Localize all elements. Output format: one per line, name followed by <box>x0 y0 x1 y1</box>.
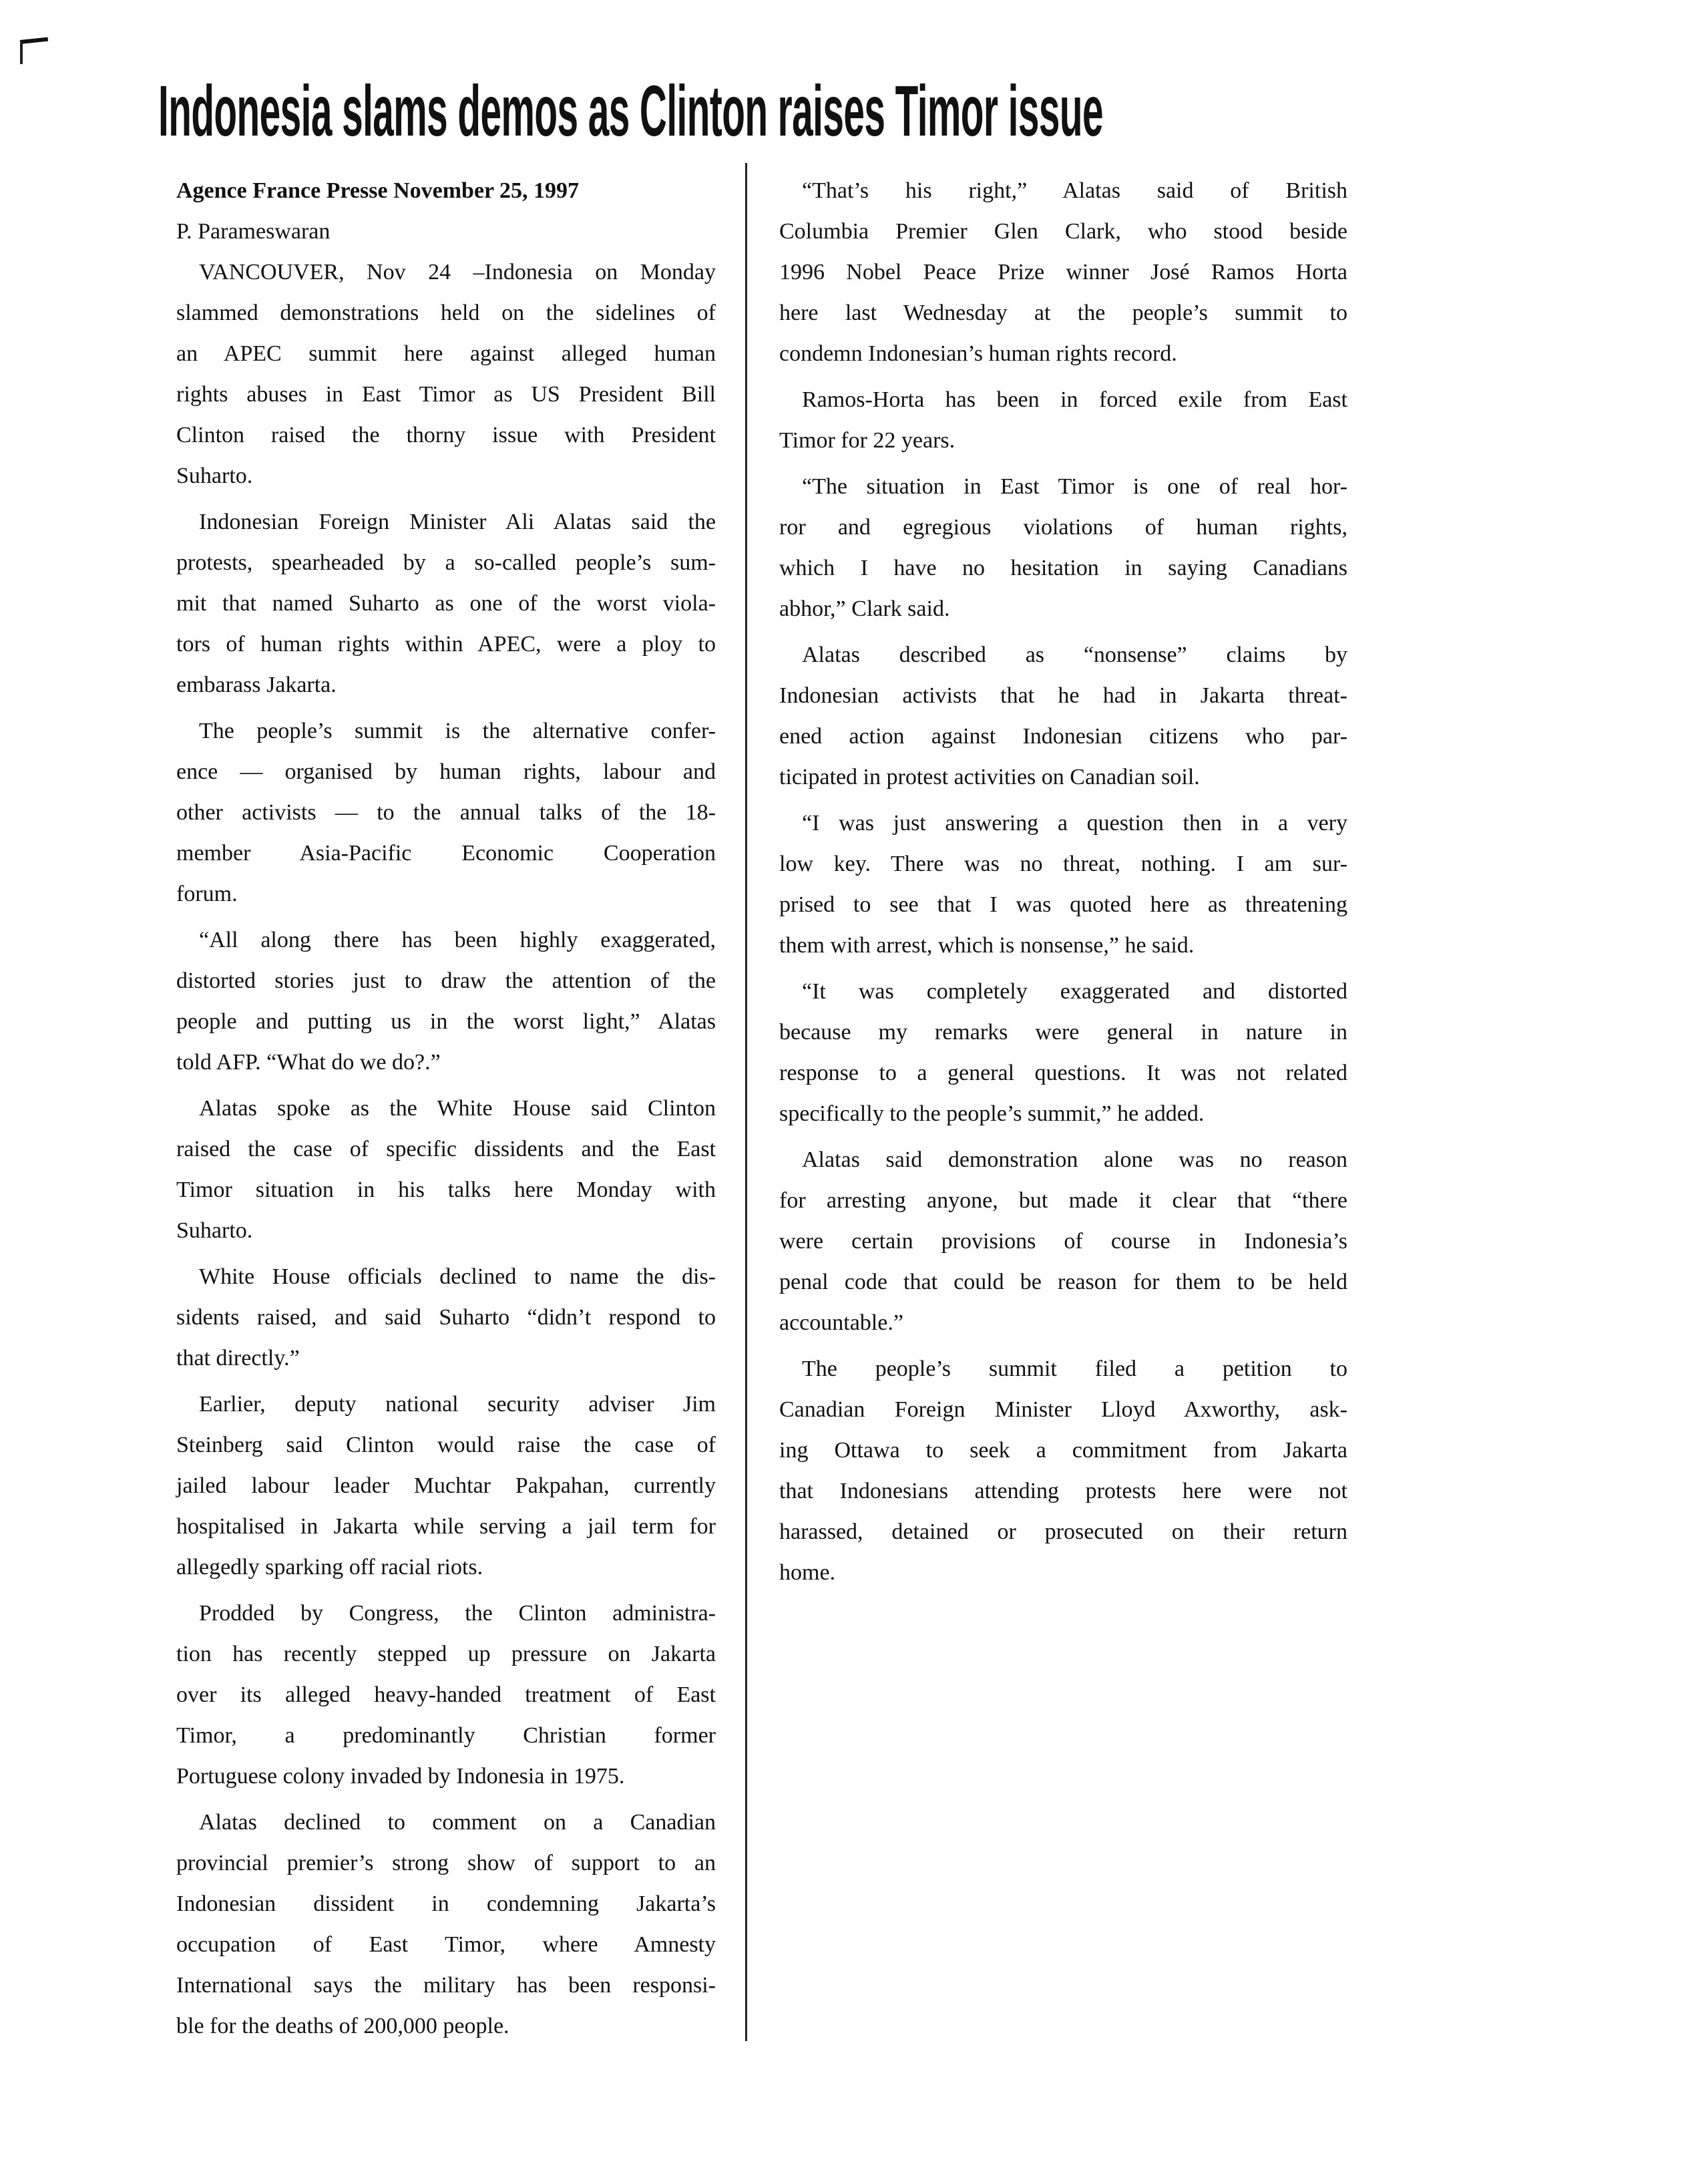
text-line: Indonesian activists that he had in Jakarta threat- <box>779 683 1347 708</box>
text-line: Steinberg said Clinton would raise the case of <box>176 1433 716 1457</box>
text-line: told AFP. “What do we do?.” <box>176 1050 441 1075</box>
text-line: Indonesian Foreign Minister Ali Alatas said the <box>199 510 716 534</box>
text-line: Alatas declined to comment on a Canadian <box>199 1810 716 1835</box>
article-paragraph <box>176 1593 716 1797</box>
text-line: here last Wednesday at the people’s summit to <box>779 301 1347 325</box>
article-paragraph <box>176 711 716 914</box>
text-line: sidents raised, and said Suharto “didn’t respond to <box>176 1305 716 1330</box>
article-paragraph <box>779 1348 1347 1593</box>
text-line: “I was just answering a question then in a very <box>802 811 1347 836</box>
text-line: condemn Indonesian’s human rights record. <box>779 341 1177 366</box>
text-line: which I have no hesitation in saying Canadians <box>779 556 1347 580</box>
text-line: Ramos-Horta has been in forced exile from East <box>802 387 1347 412</box>
text-line: Portuguese colony invaded by Indonesia in 1975. <box>176 1764 625 1789</box>
text-line: over its alleged heavy-handed treatment of East <box>176 1682 716 1707</box>
text-line: mit that named Suharto as one of the worst viola- <box>176 591 716 616</box>
article-paragraph <box>176 1256 716 1379</box>
text-line: ened action against Indonesian citizens who par- <box>779 724 1347 749</box>
article-paragraph <box>176 1088 716 1251</box>
article-paragraph <box>779 1139 1347 1343</box>
text-line: occupation of East Timor, where Amnesty <box>176 1932 716 1957</box>
text-line: International says the military has been responsi- <box>176 1973 716 1998</box>
text-line: that Indonesians attending protests here were not <box>779 1479 1347 1503</box>
article-paragraph <box>779 379 1347 461</box>
article-paragraph <box>779 971 1347 1134</box>
text-line: low key. There was no threat, nothing. I am sur- <box>779 852 1347 876</box>
text-line: for arresting anyone, but made it clear that “there <box>779 1188 1347 1213</box>
text-line: “It was completely exaggerated and distorted <box>802 979 1347 1004</box>
text-line: home. <box>779 1560 836 1585</box>
text-line: rights abuses in East Timor as US President Bill <box>176 382 716 407</box>
text-line: Alatas described as “nonsense” claims by <box>802 643 1347 667</box>
text-line: response to a general questions. It was not related <box>779 1061 1347 1085</box>
text-line: because my remarks were general in nature in <box>779 1020 1347 1045</box>
text-line: provincial premier’s strong show of support to an <box>176 1851 716 1875</box>
text-line: Timor for 22 years. <box>779 428 956 453</box>
text-line: VANCOUVER, Nov 24 –Indonesia on Monday <box>199 260 716 285</box>
text-line: Suharto. <box>176 1218 253 1243</box>
text-line: embarass Jakarta. <box>176 673 337 697</box>
text-line: Prodded by Congress, the Clinton administra- <box>199 1601 716 1626</box>
left-column <box>176 170 716 2046</box>
text-line: other activists — to the annual talks of the 18- <box>176 800 716 825</box>
text-line: jailed labour leader Muchtar Pakpahan, currently <box>176 1473 716 1498</box>
text-line: Alatas spoke as the White House said Clinton <box>199 1096 716 1121</box>
column-divider <box>745 163 747 2041</box>
text-line: harassed, detained or prosecuted on their return <box>779 1519 1347 1544</box>
author: P. Parameswaran <box>176 219 331 244</box>
text-line: specifically to the people’s summit,” he added. <box>779 1101 1205 1126</box>
text-line: Canadian Foreign Minister Lloyd Axworthy, ask- <box>779 1397 1347 1422</box>
text-line: raised the case of specific dissidents and the East <box>176 1137 716 1161</box>
text-line: hospitalised in Jakarta while serving a jail term for <box>176 1514 716 1539</box>
text-line: ence — organised by human rights, labour and <box>176 759 716 784</box>
text-line: penal code that could be reason for them to be held <box>779 1270 1347 1294</box>
text-line: Suharto. <box>176 464 253 488</box>
text-line: ing Ottawa to seek a commitment from Jakarta <box>779 1438 1347 1463</box>
text-line: distorted stories just to draw the attention of the <box>176 968 716 993</box>
source-dateline: Agence France Presse November 25, 1997 <box>176 178 580 203</box>
article-paragraph <box>176 502 716 705</box>
text-line: Indonesian dissident in condemning Jakarta’s <box>176 1891 716 1916</box>
article-paragraph <box>779 803 1347 966</box>
text-line: allegedly sparking off racial riots. <box>176 1555 483 1580</box>
text-line: abhor,” Clark said. <box>779 596 950 621</box>
text-line: The people’s summit filed a petition to <box>802 1356 1347 1381</box>
text-line: Alatas said demonstration alone was no reason <box>802 1147 1347 1172</box>
text-line: slammed demonstrations held on the sidelines of <box>176 301 716 325</box>
text-line: “That’s his right,” Alatas said of British <box>802 178 1347 203</box>
text-line: “The situation in East Timor is one of real hor- <box>802 474 1347 499</box>
text-line: 1996 Nobel Peace Prize winner José Ramos Horta <box>779 260 1347 285</box>
text-line: White House officials declined to name the dis- <box>199 1264 716 1289</box>
text-line: ble for the deaths of 200,000 people. <box>176 2014 509 2038</box>
text-line: prised to see that I was quoted here as threatening <box>779 892 1347 917</box>
text-line: “All along there has been highly exaggerated, <box>199 928 716 952</box>
text-line: tion has recently stepped up pressure on Jakarta <box>176 1642 716 1666</box>
text-line: ror and egregious violations of human rights, <box>779 515 1347 540</box>
article-paragraph <box>779 634 1347 797</box>
text-line: Columbia Premier Glen Clark, who stood beside <box>779 219 1347 244</box>
headline: Indonesia slams demos as Clinton raises Timor issue <box>158 70 1103 151</box>
byline <box>176 170 716 252</box>
text-line: Timor situation in his talks here Monday with <box>176 1177 716 1202</box>
article-paragraph <box>779 170 1347 374</box>
text-line: them with arrest, which is nonsense,” he said. <box>779 933 1195 958</box>
scan-corner-mark <box>20 40 48 64</box>
text-line: Earlier, deputy national security adviser Jim <box>199 1392 716 1417</box>
text-line: Timor, a predominantly Christian former <box>176 1723 716 1748</box>
article-paragraph <box>176 1384 716 1588</box>
text-line: people and putting us in the worst light,” Alatas <box>176 1009 716 1034</box>
text-line: forum. <box>176 882 238 906</box>
article-paragraph <box>176 1802 716 2046</box>
right-column <box>779 170 1347 1593</box>
text-line: were certain provisions of course in Indonesia’s <box>779 1229 1347 1254</box>
article-paragraph <box>176 252 716 496</box>
text-line: protests, spearheaded by a so-called people’s sum- <box>176 550 716 575</box>
text-line: tors of human rights within APEC, were a ploy to <box>176 632 716 657</box>
text-line: an APEC summit here against alleged human <box>176 341 716 366</box>
text-line: ticipated in protest activities on Canadian soil. <box>779 765 1200 789</box>
text-line: The people’s summit is the alternative confer- <box>199 719 716 743</box>
text-line: accountable.” <box>779 1310 903 1335</box>
text-line: that directly.” <box>176 1346 300 1371</box>
article-paragraph <box>176 920 716 1083</box>
article-paragraph <box>779 466 1347 629</box>
text-line: Clinton raised the thorny issue with President <box>176 423 716 447</box>
text-line: member Asia-Pacific Economic Cooperation <box>176 841 716 866</box>
